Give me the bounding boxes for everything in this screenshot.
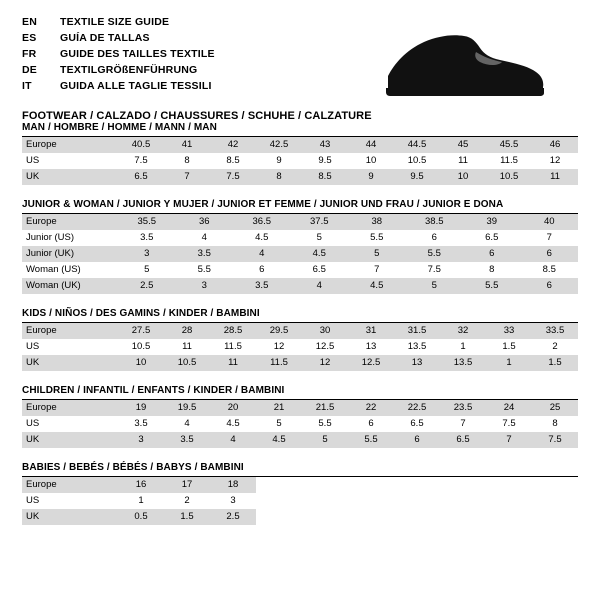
- cell-empty: [256, 477, 302, 493]
- language-row: [22, 32, 215, 48]
- table-row: [22, 416, 578, 432]
- cell: 2: [532, 339, 578, 355]
- cell: 6.5: [291, 262, 349, 278]
- cell-empty: [394, 477, 440, 493]
- cell: 3: [176, 278, 234, 294]
- cell: 5: [256, 416, 302, 432]
- row-label: Woman (UK): [22, 278, 118, 294]
- cell: 4: [210, 432, 256, 448]
- cell: 16: [118, 477, 164, 493]
- section-title: JUNIOR & WOMAN / JUNIOR Y MUJER / JUNIOR ET FEMME / JUNIOR UND FRAU / JUNIOR E DONA: [22, 199, 578, 214]
- cell: 3.5: [118, 230, 176, 246]
- row-label: Woman (US): [22, 262, 118, 278]
- cell: 29.5: [256, 323, 302, 339]
- cell: 1.5: [532, 355, 578, 371]
- cell: 5: [348, 246, 406, 262]
- language-text: GUIDA ALLE TAGLIE TESSILI: [60, 80, 212, 92]
- cell: 36: [176, 214, 234, 230]
- cell: 38.5: [406, 214, 464, 230]
- table-row: [22, 230, 578, 246]
- cell: 3: [210, 493, 256, 509]
- row-label: US: [22, 153, 118, 169]
- cell: 24: [486, 400, 532, 416]
- language-text: GUÍA DE TALLAS: [60, 32, 150, 44]
- size-table-children: [22, 400, 578, 448]
- cell: 12.5: [348, 355, 394, 371]
- section-title: CHILDREN / INFANTIL / ENFANTS / KINDER / BAMBINI: [22, 385, 578, 400]
- cell: 7: [348, 262, 406, 278]
- cell: 6.5: [118, 169, 164, 185]
- cell: 11.5: [256, 355, 302, 371]
- cell: 1: [118, 493, 164, 509]
- cell: 10: [118, 355, 164, 371]
- cell: 7: [486, 432, 532, 448]
- row-label: UK: [22, 169, 118, 185]
- cell: 22: [348, 400, 394, 416]
- cell-empty: [394, 493, 440, 509]
- table-row: [22, 509, 578, 525]
- section-man: [22, 122, 578, 185]
- cell-empty: [440, 493, 486, 509]
- cell: 11: [164, 339, 210, 355]
- row-label: UK: [22, 432, 118, 448]
- cell: 8: [532, 416, 578, 432]
- cell: 5.5: [348, 230, 406, 246]
- table-row: [22, 477, 578, 493]
- cell: 27.5: [118, 323, 164, 339]
- cell: 30: [302, 323, 348, 339]
- cell: 44.5: [394, 137, 440, 153]
- cell-empty: [440, 477, 486, 493]
- cell: 6: [521, 246, 579, 262]
- cell: 5.5: [348, 432, 394, 448]
- cell-empty: [532, 493, 578, 509]
- cell: 46: [532, 137, 578, 153]
- cell-empty: [440, 509, 486, 525]
- cell: 13.5: [440, 355, 486, 371]
- cell: 8: [256, 169, 302, 185]
- cell: 3.5: [164, 432, 210, 448]
- cell: 7.5: [118, 153, 164, 169]
- row-label: Europe: [22, 137, 118, 153]
- document-header: [22, 16, 578, 122]
- cell: 8.5: [521, 262, 579, 278]
- cell: 5: [302, 432, 348, 448]
- cell: 38: [348, 214, 406, 230]
- size-table-man: [22, 137, 578, 185]
- cell: 7: [521, 230, 579, 246]
- cell: 19.5: [164, 400, 210, 416]
- cell-empty: [256, 509, 302, 525]
- cell: 7.5: [486, 416, 532, 432]
- language-text: TEXTILE SIZE GUIDE: [60, 16, 170, 28]
- cell: 31.5: [394, 323, 440, 339]
- cell: 8.5: [210, 153, 256, 169]
- cell: 1: [486, 355, 532, 371]
- cell: 2.5: [118, 278, 176, 294]
- cell: 40.5: [118, 137, 164, 153]
- section-children: [22, 385, 578, 448]
- language-code: IT: [22, 80, 32, 92]
- section-title: BABIES / BEBÉS / BÉBÉS / BABYS / BAMBINI: [22, 462, 578, 477]
- cell: 4.5: [256, 432, 302, 448]
- cell: 45: [440, 137, 486, 153]
- cell: 23.5: [440, 400, 486, 416]
- cell: 12: [532, 153, 578, 169]
- row-label: Europe: [22, 214, 118, 230]
- cell: 12: [302, 355, 348, 371]
- cell: 9.5: [302, 153, 348, 169]
- cell: 11.5: [210, 339, 256, 355]
- cell: 4.5: [210, 416, 256, 432]
- cell: 21: [256, 400, 302, 416]
- row-label: Europe: [22, 323, 118, 339]
- cell: 43: [302, 137, 348, 153]
- cell: 4: [176, 230, 234, 246]
- cell: 13: [348, 339, 394, 355]
- dress-shoe-icon: [380, 30, 550, 102]
- language-row: [22, 16, 215, 32]
- size-table-kids: [22, 323, 578, 371]
- cell: 4.5: [233, 230, 291, 246]
- cell: 6: [348, 416, 394, 432]
- cell: 5.5: [176, 262, 234, 278]
- cell: 10.5: [486, 169, 532, 185]
- cell: 6.5: [463, 230, 521, 246]
- cell: 21.5: [302, 400, 348, 416]
- language-text: TEXTILGRÖßENFÜHRUNG: [60, 64, 198, 76]
- cell: 7: [440, 416, 486, 432]
- table-row: [22, 400, 578, 416]
- cell: 0.5: [118, 509, 164, 525]
- table-row: [22, 246, 578, 262]
- language-code: FR: [22, 48, 37, 60]
- cell: 33.5: [532, 323, 578, 339]
- section-title: MAN / HOMBRE / HOMME / MANN / MAN: [22, 122, 578, 137]
- cell-empty: [532, 509, 578, 525]
- cell: 4.5: [348, 278, 406, 294]
- cell: 3.5: [118, 416, 164, 432]
- cell: 36.5: [233, 214, 291, 230]
- category-title: FOOTWEAR / CALZADO / CHAUSSURES / SCHUHE / CALZATURE: [22, 110, 372, 122]
- cell: 19: [118, 400, 164, 416]
- cell-empty: [486, 477, 532, 493]
- table-row: [22, 278, 578, 294]
- cell: 4: [233, 246, 291, 262]
- table-row: [22, 323, 578, 339]
- cell-empty: [348, 493, 394, 509]
- cell: 42: [210, 137, 256, 153]
- cell-empty: [486, 509, 532, 525]
- cell: 4.5: [291, 246, 349, 262]
- cell: 12: [256, 339, 302, 355]
- size-table-junior-woman: [22, 214, 578, 294]
- cell-empty: [532, 477, 578, 493]
- cell: 28.5: [210, 323, 256, 339]
- table-row: [22, 262, 578, 278]
- cell: 6.5: [440, 432, 486, 448]
- cell: 28: [164, 323, 210, 339]
- cell: 5: [406, 278, 464, 294]
- cell: 12.5: [302, 339, 348, 355]
- cell-empty: [302, 493, 348, 509]
- table-row: [22, 432, 578, 448]
- row-label: Junior (US): [22, 230, 118, 246]
- table-row: [22, 355, 578, 371]
- language-row: [22, 80, 215, 96]
- cell: 41: [164, 137, 210, 153]
- cell-empty: [348, 477, 394, 493]
- cell: 9: [256, 153, 302, 169]
- language-row: [22, 48, 215, 64]
- cell: 44: [348, 137, 394, 153]
- row-label: US: [22, 339, 118, 355]
- cell: 5.5: [406, 246, 464, 262]
- cell: 11: [532, 169, 578, 185]
- cell: 10.5: [394, 153, 440, 169]
- language-code: EN: [22, 16, 37, 28]
- cell: 32: [440, 323, 486, 339]
- cell: 8: [463, 262, 521, 278]
- cell-empty: [486, 493, 532, 509]
- cell: 39: [463, 214, 521, 230]
- row-label: Europe: [22, 477, 118, 493]
- cell: 6: [233, 262, 291, 278]
- language-text: GUIDE DES TAILLES TEXTILE: [60, 48, 215, 60]
- cell: 6: [394, 432, 440, 448]
- cell: 6: [463, 246, 521, 262]
- cell: 10.5: [164, 355, 210, 371]
- cell: 13.5: [394, 339, 440, 355]
- cell: 18: [210, 477, 256, 493]
- cell: 7.5: [532, 432, 578, 448]
- section-kids: [22, 308, 578, 371]
- table-row: [22, 153, 578, 169]
- cell: 31: [348, 323, 394, 339]
- language-title-body: [22, 16, 215, 96]
- cell: 25: [532, 400, 578, 416]
- row-label: Europe: [22, 400, 118, 416]
- table-row: [22, 493, 578, 509]
- cell-empty: [302, 509, 348, 525]
- language-title-list: [22, 16, 215, 96]
- cell: 11: [440, 153, 486, 169]
- row-label: UK: [22, 355, 118, 371]
- cell: 42.5: [256, 137, 302, 153]
- cell: 6.5: [394, 416, 440, 432]
- section-junior-woman: [22, 199, 578, 294]
- cell: 10.5: [118, 339, 164, 355]
- cell: 4: [291, 278, 349, 294]
- table-row: [22, 214, 578, 230]
- row-label: Junior (UK): [22, 246, 118, 262]
- cell: 35.5: [118, 214, 176, 230]
- cell: 33: [486, 323, 532, 339]
- row-label: US: [22, 493, 118, 509]
- cell: 3.5: [233, 278, 291, 294]
- language-row: [22, 64, 215, 80]
- cell: 7.5: [210, 169, 256, 185]
- row-label: US: [22, 416, 118, 432]
- cell: 1.5: [164, 509, 210, 525]
- cell-empty: [256, 493, 302, 509]
- cell: 7: [164, 169, 210, 185]
- cell: 6: [406, 230, 464, 246]
- cell: 10: [348, 153, 394, 169]
- cell: 11: [210, 355, 256, 371]
- cell: 45.5: [486, 137, 532, 153]
- cell: 8: [164, 153, 210, 169]
- cell: 37.5: [291, 214, 349, 230]
- cell: 1.5: [486, 339, 532, 355]
- cell: 7.5: [406, 262, 464, 278]
- cell: 2.5: [210, 509, 256, 525]
- cell: 22.5: [394, 400, 440, 416]
- cell: 8.5: [302, 169, 348, 185]
- cell: 4: [164, 416, 210, 432]
- cell: 3: [118, 246, 176, 262]
- cell: 13: [394, 355, 440, 371]
- cell: 9: [348, 169, 394, 185]
- language-code: ES: [22, 32, 37, 44]
- cell: 5.5: [302, 416, 348, 432]
- cell: 17: [164, 477, 210, 493]
- cell-empty: [394, 509, 440, 525]
- table-row: [22, 137, 578, 153]
- table-row: [22, 339, 578, 355]
- table-row: [22, 169, 578, 185]
- section-babies: [22, 462, 578, 525]
- cell: 20: [210, 400, 256, 416]
- section-title: KIDS / NIÑOS / DES GAMINS / KINDER / BAMBINI: [22, 308, 578, 323]
- cell: 1: [440, 339, 486, 355]
- cell: 5: [291, 230, 349, 246]
- cell: 10: [440, 169, 486, 185]
- cell: 40: [521, 214, 579, 230]
- cell: 5: [118, 262, 176, 278]
- size-table-babies: [22, 477, 578, 525]
- cell-empty: [302, 477, 348, 493]
- language-code: DE: [22, 64, 37, 76]
- cell: 6: [521, 278, 579, 294]
- cell: 2: [164, 493, 210, 509]
- cell: 3: [118, 432, 164, 448]
- row-label: UK: [22, 509, 118, 525]
- cell: 3.5: [176, 246, 234, 262]
- cell: 9.5: [394, 169, 440, 185]
- cell: 5.5: [463, 278, 521, 294]
- cell: 11.5: [486, 153, 532, 169]
- cell-empty: [348, 509, 394, 525]
